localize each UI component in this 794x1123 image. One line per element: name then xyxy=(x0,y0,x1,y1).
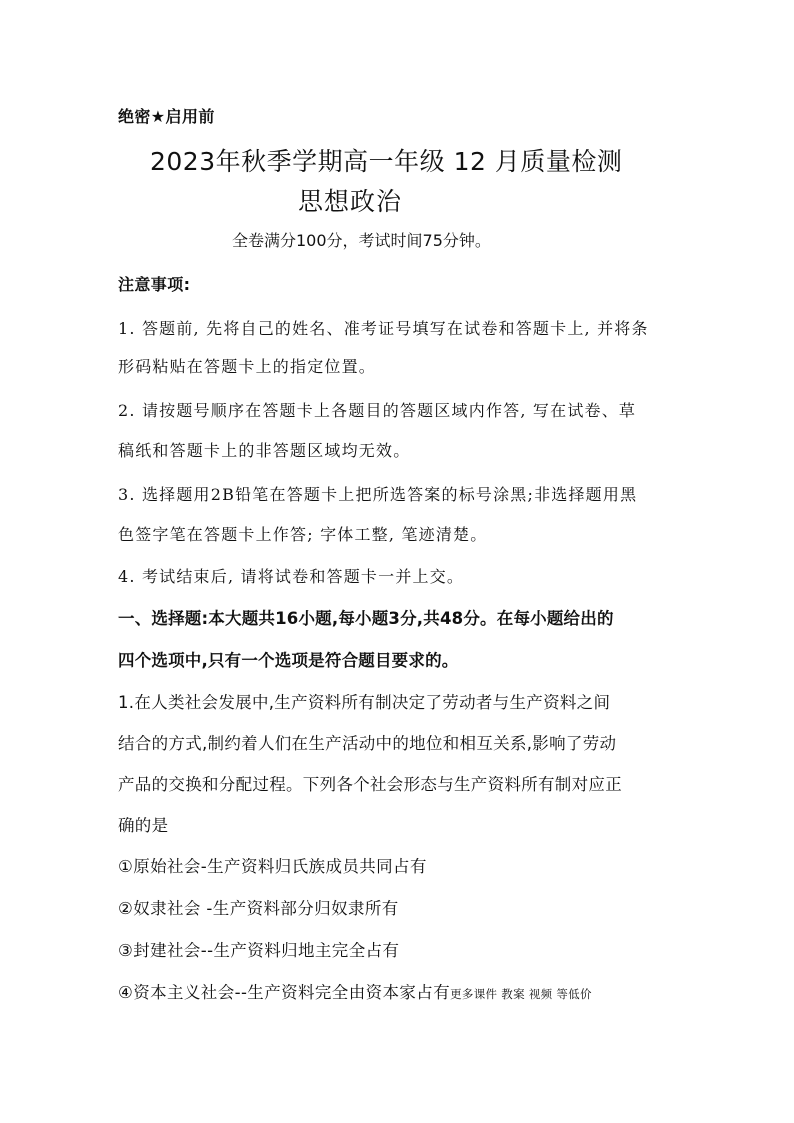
question-option: ①原始社会-生产资料归氏族成员共同占有 xyxy=(118,857,427,876)
watermark-text: 更多课件 教案 视频 等低价 xyxy=(450,987,592,1001)
notice-line: 色签字笔在答题卡上作答; 字体工整, 笔迹清楚。 xyxy=(118,525,488,544)
section-heading-line: 四个选项中,只有一个选项是符合题目要求的。 xyxy=(118,651,459,670)
exam-subject: 思想政治 xyxy=(298,187,403,216)
question-option: ②奴隶社会 -生产资料部分归奴隶所有 xyxy=(118,899,399,918)
question-stem-line: 1.在人类社会发展中,生产资料所有制决定了劳动者与生产资料之间 xyxy=(118,693,611,712)
notice-line: 1. 答题前, 先将自己的姓名、准考证号填写在试卷和答题卡上, 并将条 xyxy=(118,319,649,338)
question-option: ③封建社会--生产资料归地主完全占有 xyxy=(118,941,400,960)
exam-title: 2023年秋季学期高一年级 12 月质量检测 xyxy=(150,147,623,176)
notice-line: 4. 考试结束后, 请将试卷和答题卡一并上交。 xyxy=(118,567,465,586)
notice-line: 3. 选择题用2B铅笔在答题卡上把所选答案的标号涂黑;非选择题用黑 xyxy=(118,485,638,504)
notice-line: 形码粘贴在答题卡上的指定位置。 xyxy=(118,357,377,376)
confidential-label: 绝密★启用前 xyxy=(118,107,215,126)
notice-line: 稿纸和答题卡上的非答题区域均无效。 xyxy=(118,441,411,460)
question-option-with-watermark xyxy=(118,982,688,1005)
notice-heading: 注意事项: xyxy=(118,275,191,294)
question-stem-line: 产品的交换和分配过程。下列各个社会形态与生产资料所有制对应正 xyxy=(118,775,622,794)
question-stem-line: 结合的方式,制约着人们在生产活动中的地位和相互关系,影响了劳动 xyxy=(118,734,617,753)
score-info: 全卷满分100分，考试时间75分钟。 xyxy=(232,231,491,250)
section-heading-line: 一、选择题:本大题共16小题,每小题3分,共48分。在每小题给出的 xyxy=(118,609,614,628)
notice-line: 2. 请按题号顺序在答题卡上各题目的答题区域内作答, 写在试卷、草 xyxy=(118,401,637,420)
question-option: ④资本主义社会--生产资料完全由资本家占有 xyxy=(118,983,451,1002)
question-stem-line: 确的是 xyxy=(118,816,169,835)
